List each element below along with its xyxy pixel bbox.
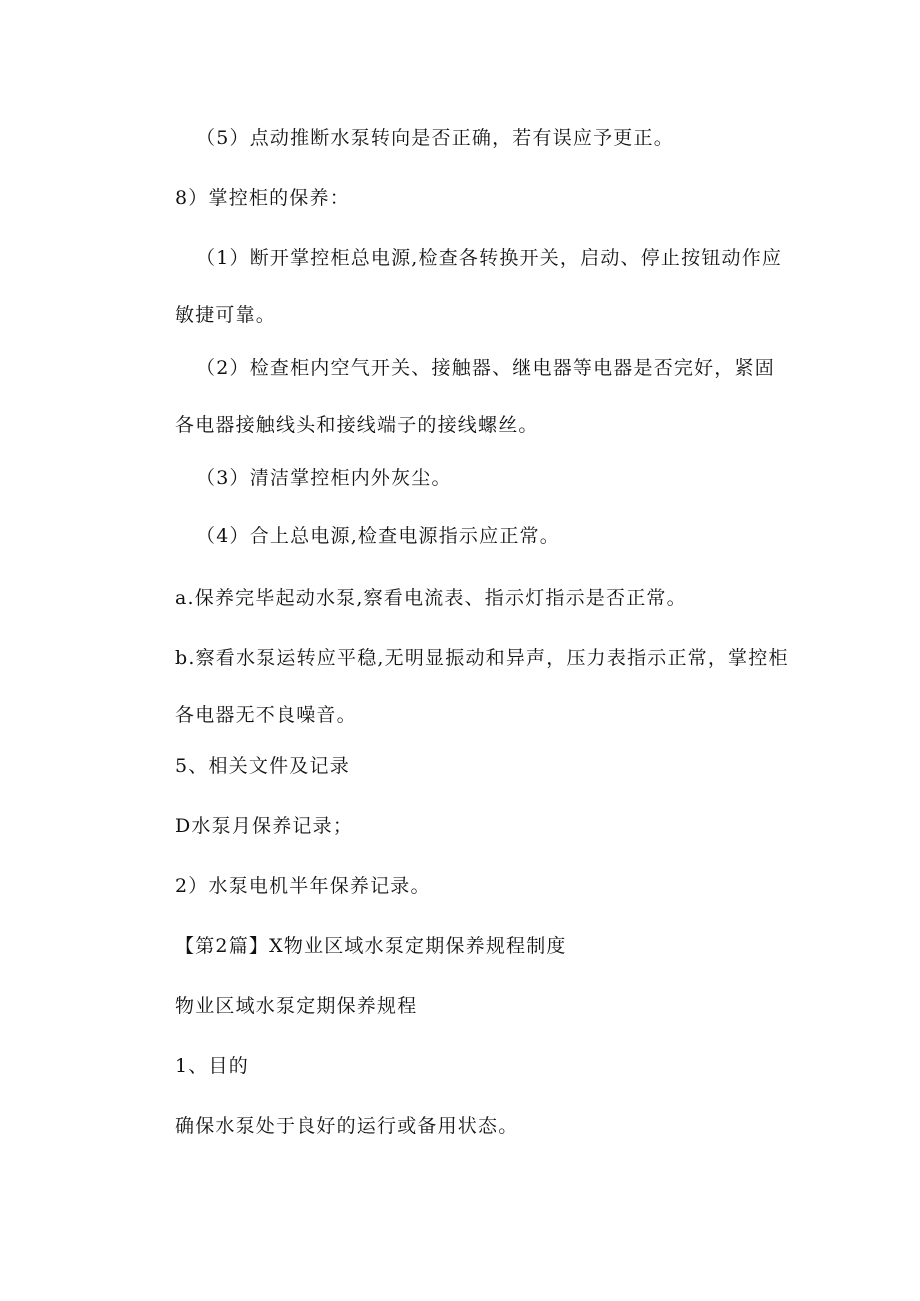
list-item-semiannual-record: 2）水泵电机半年保养记录。	[175, 875, 431, 897]
paragraph-check-electrical: （2）检查柜内空气开关、接触器、继电器等电器是否完好，紧固各电器接触线头和接线端子的接线螺丝。	[175, 357, 775, 436]
paragraph-start-pump: a.保养完毕起动水泵,察看电流表、指示灯指示是否正常。	[175, 587, 687, 609]
paragraph-close-power: （4）合上总电源,检查电源指示应正常。	[196, 525, 560, 547]
list-item-monthly-record: D水泵月保养记录；	[175, 815, 354, 837]
paragraph-clean-dust: （3）清洁掌控柜内外灰尘。	[196, 467, 452, 489]
heading-purpose: 1、目的	[175, 1055, 249, 1077]
heading-control-cabinet-maintenance: 8）掌控柜的保养：	[175, 187, 350, 209]
paragraph-disconnect-power: （1）断开掌控柜总电源,检查各转换开关，启动、停止按钮动作应敏捷可靠。	[175, 247, 783, 326]
paragraph-observe-pump: b.察看水泵运转应平稳,无明显振动和异声，压力表指示正常，掌控柜各电器无不良噪音。	[175, 647, 789, 726]
document-subtitle: 物业区域水泵定期保养规程	[175, 995, 418, 1017]
section-title-part-2: 【第2篇】X物业区域水泵定期保养规程制度	[175, 935, 567, 957]
heading-related-documents: 5、相关文件及记录	[175, 755, 350, 777]
paragraph-purpose-body: 确保水泵处于良好的运行或备用状态。	[175, 1115, 519, 1137]
paragraph-check-rotation: （5）点动推断水泵转向是否正确，若有误应予更正。	[196, 127, 674, 149]
